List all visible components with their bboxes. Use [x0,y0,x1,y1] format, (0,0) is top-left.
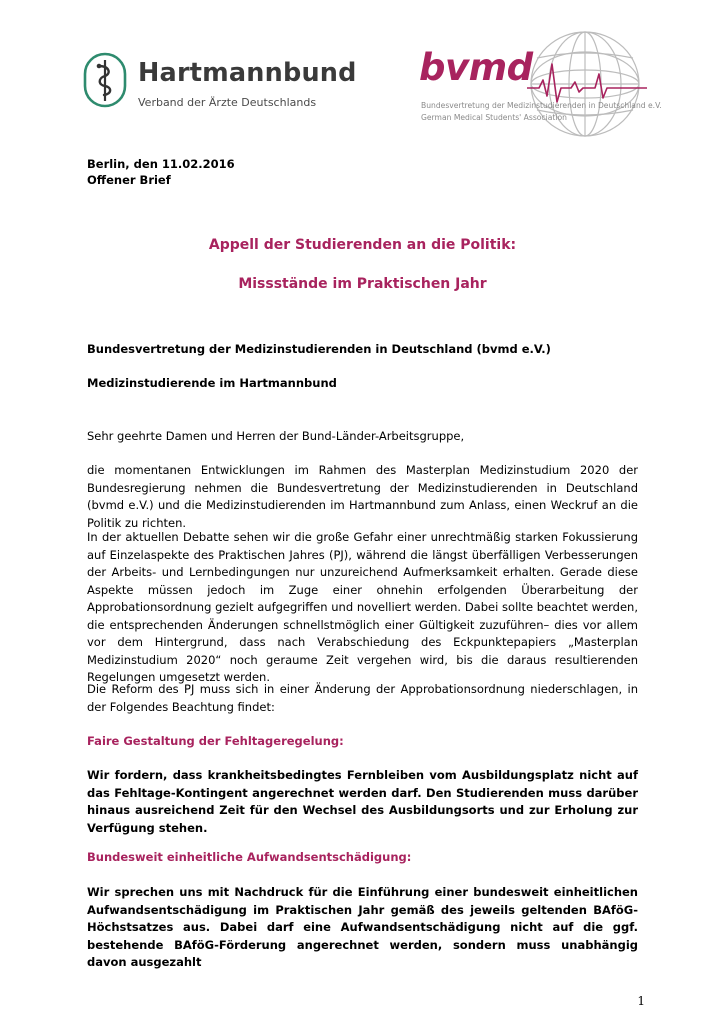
title-line-2: Missstände im Praktischen Jahr [238,276,487,292]
date-line: Berlin, den 11.02.2016 [87,157,235,171]
bvmd-logo [415,28,662,143]
hartmannbund-name: Hartmannbund [138,58,357,88]
section-title-fehltage: Faire Gestaltung der Fehltageregelung: [87,734,344,748]
section-text-fehltage: Wir fordern, dass krankheitsbedingtes Fernbleiben vom Ausbildungsplatz nicht auf das Fehltage-Kontingent angerechnet werden darf. Den Studierenden muss darüber hinaus ausreichend Zeit für den Wechsel des Ausbildungsorts und zur Erholung zur Verfügung stehen. [87,768,638,835]
hartmannbund-emblem-icon [82,52,128,108]
hartmannbund-logo [82,52,372,112]
sender-bvmd: Bundesvertretung der Medizinstudierenden in Deutschland (bvmd e.V.) [87,342,551,356]
letter-type: Offener Brief [87,173,171,187]
title-line-1: Appell der Studierenden an die Politik: [208,237,517,253]
section-text-aufwand: Wir sprechen uns mit Nachdruck für die Einführung einer bundesweit einheitlichen Aufwandsentschädigung im Praktischen Jahr gemäß des jeweils geltenden BAföG-Höchstsatzes aus. Dabei darf eine Aufwandsentschädigung nicht auf die ggf. bestehende BAföG-Förderung angerechnet werden, sondern muss unabhängig davon ausgezahlt [87,885,638,969]
paragraph-3: Die Reform des PJ muss sich in einer Änderung der Approbationsordnung niederschlagen, in der Folgendes Beachtung findet: [87,682,638,714]
salutation: Sehr geehrte Damen und Herren der Bund-Länder-Arbeitsgruppe, [87,429,465,443]
bvmd-subtitle-de: Bundesvertretung der Medizinstudierenden in Deutschland e.V. [421,101,662,110]
section-title-aufwand: Bundesweit einheitliche Aufwandsentschädigung: [87,850,412,864]
hartmannbund-tagline: Verband der Ärzte Deutschlands [138,96,317,109]
bvmd-name: bvmd [419,46,533,89]
bvmd-subtitle-en: German Medical Students' Association [421,113,567,122]
paragraph-1: die momentanen Entwicklungen im Rahmen des Masterplan Medizinstudium 2020 der Bundesregierung nehmen die Bundesvertretung der Medizinstudierenden in Deutschland (bvmd e.V.) und die Medizinstudierenden im Hartmannbund zum Anlass, einen Weckruf an die Politik zu richten. [87,463,638,530]
page-number: 1 [637,994,645,1008]
paragraph-2: In der aktuellen Debatte sehen wir die große Gefahr einer unrechtmäßig starken Fokussierung auf Einzelaspekte des Praktischen Jahres (PJ), während die längst überfälligen Verbesserungen der Arbeits- und Lernbedingungen nur unzureichend Aufmerksamkeit erhalten. Gerade diese Aspekte müssen jedoch im Zuge einer ohnehin erfolgenden Überarbeitung der Approbationsordnung gezielt aufgegriffen und novelliert werden. Dabei sollte beachtet werden, die entsprechenden Änderungen schnellstmöglich einer Gültigkeit zuzuführen– dies vor allem vor dem Hintergrund, dass nach Verabschiedung des Eckpunktepapiers „Masterplan Medizinstudium 2020“ noch geraume Zeit vergehen wird, bis die daraus resultierenden Regelungen umgesetzt werden. [87,530,638,684]
sender-hartmannbund: Medizinstudierende im Hartmannbund [87,376,337,390]
